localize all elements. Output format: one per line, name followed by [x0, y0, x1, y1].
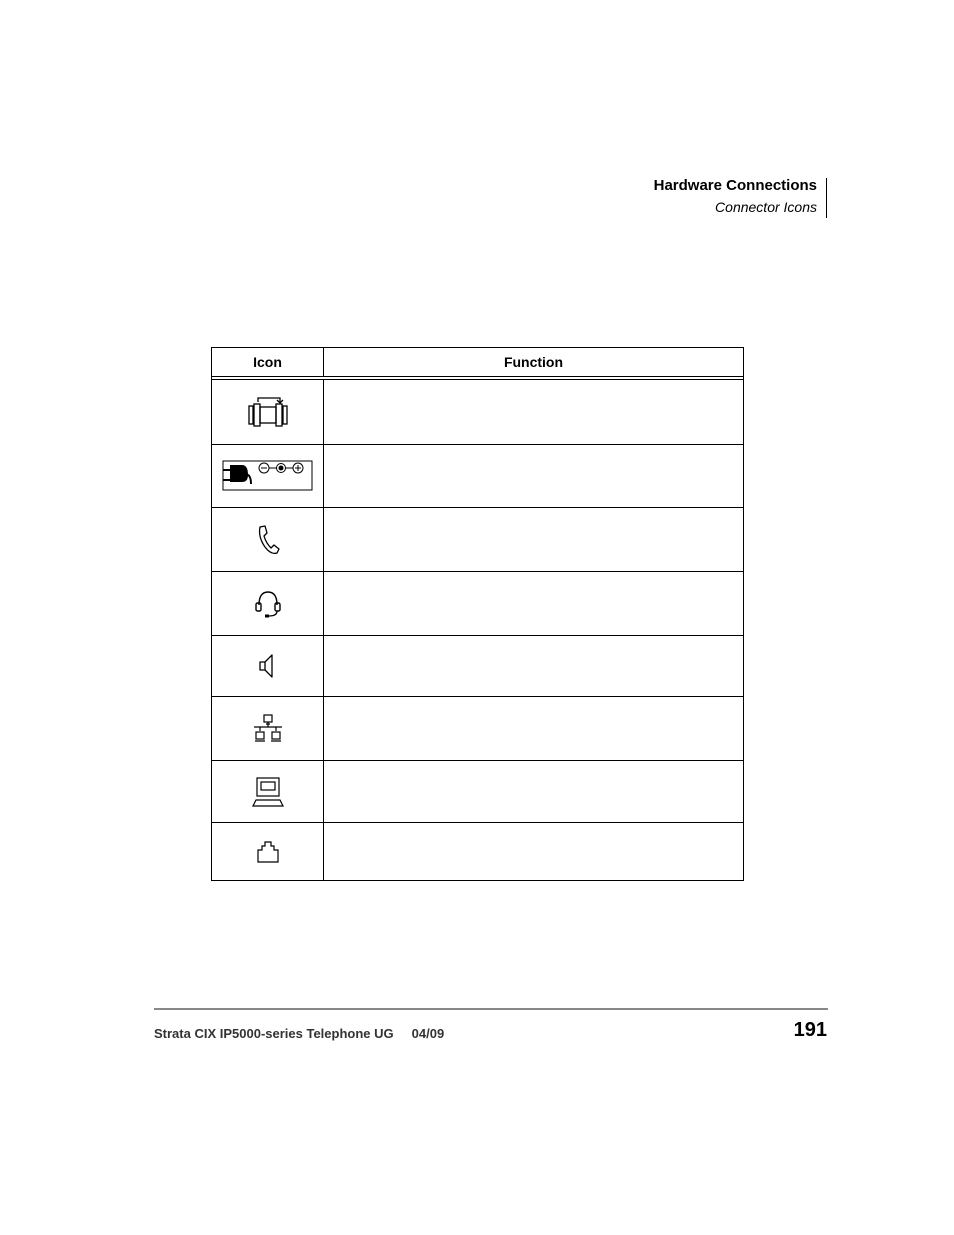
function-cell: [324, 508, 743, 571]
table-row: [212, 380, 743, 445]
icon-column-header: Icon: [212, 348, 324, 376]
modular-jack-icon: [256, 840, 280, 864]
running-header: [654, 176, 817, 218]
function-cell: [324, 823, 743, 880]
footer-rule: [154, 1008, 828, 1010]
table-row: [212, 761, 743, 823]
function-cell: [324, 636, 743, 696]
table-row: [212, 572, 743, 636]
dc-power-plug-icon: [222, 460, 314, 492]
handset-cradle-icon: [246, 394, 290, 430]
table-row: [212, 508, 743, 572]
table-row: [212, 445, 743, 508]
table-row: [212, 697, 743, 761]
pc-computer-icon: [252, 776, 284, 808]
page-number: 191: [793, 1019, 827, 1041]
header-vertical-rule: [826, 178, 827, 218]
function-cell: [324, 761, 743, 822]
connector-icons-table: [211, 347, 744, 881]
headset-icon: [254, 588, 282, 620]
table-row: [212, 823, 743, 880]
function-cell: [324, 380, 743, 444]
function-cell: [324, 445, 743, 507]
section-title: Connector Icons: [715, 199, 817, 215]
footer-title: Strata CIX IP5000-series Telephone UG: [154, 1026, 394, 1041]
function-cell: [324, 572, 743, 635]
speaker-icon: [257, 652, 279, 680]
function-cell: [324, 697, 743, 760]
network-lan-icon: [252, 714, 284, 744]
table-header-row: [212, 348, 743, 377]
telephone-handset-icon: [255, 524, 281, 556]
footer-document-info: [154, 1026, 444, 1041]
chapter-title: Hardware Connections: [653, 177, 817, 194]
footer-date: 04/09: [411, 1026, 445, 1041]
table-row: [212, 636, 743, 697]
function-column-header: Function: [503, 354, 564, 370]
